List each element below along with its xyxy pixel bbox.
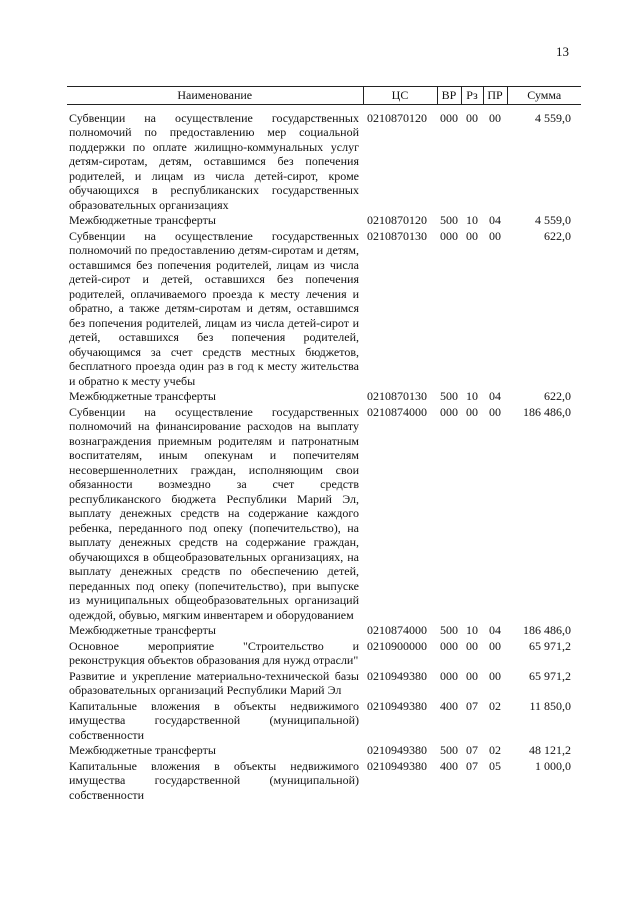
row-sum-cell: 1 000,0 bbox=[535, 758, 571, 773]
column-header-cs: ЦС bbox=[363, 87, 437, 105]
table-row bbox=[67, 698, 581, 743]
row-vr-cell: 000 bbox=[440, 668, 458, 683]
row-cs-cell: 0210870130 bbox=[367, 389, 427, 403]
row-cs-cell: 0210870130 bbox=[367, 228, 427, 243]
row-sum-cell: 65 971,2 bbox=[529, 638, 571, 653]
row-cs-cell: 0210870120 bbox=[367, 110, 427, 125]
row-rz-cell: 07 bbox=[466, 743, 478, 757]
row-sum-cell: 48 121,2 bbox=[529, 743, 571, 757]
budget-table bbox=[67, 86, 581, 802]
row-name-cell: Субвенции на осуществление государственных полномочий по предоставлению детям-сиротам и детям, оставшимся без попечения родителей, лицам из числа детей-сирот и детей, оставшихся без попечения родителей, оплачиваемого проезда к месту лечения и обратно, а также детям-сиротам и детям, оставшимся без попечения родителей, лицам из числа детей-сирот и детей, оставшихся без попечения родителей, обучающимся за счет средств местных бюджетов, бесплатного проезда один раз в год к месту жительства и обратно к месту учебы bbox=[69, 228, 359, 388]
table-row bbox=[67, 668, 581, 698]
column-header-vr: ВР bbox=[437, 87, 461, 105]
row-name-cell: Основное мероприятие "Строительство и реконструкция объектов образования для нужд отрасли" bbox=[69, 638, 359, 667]
row-sum-cell: 65 971,2 bbox=[529, 668, 571, 683]
row-name-cell: Развитие и укрепление материально-технической базы образовательных организаций Республики Марий Эл bbox=[69, 668, 359, 697]
table-row bbox=[67, 742, 581, 758]
table-row bbox=[67, 388, 581, 404]
row-vr-cell: 000 bbox=[440, 110, 458, 125]
row-rz-cell: 00 bbox=[466, 668, 478, 683]
row-vr-cell: 500 bbox=[440, 389, 458, 403]
row-pr-cell: 02 bbox=[489, 743, 501, 757]
table-row bbox=[67, 212, 581, 228]
row-vr-cell: 500 bbox=[440, 213, 458, 227]
row-name-cell: Межбюджетные трансферты bbox=[69, 213, 216, 227]
row-pr-cell: 04 bbox=[489, 213, 501, 227]
row-name-cell: Межбюджетные трансферты bbox=[69, 743, 216, 757]
table-header-row bbox=[67, 87, 581, 105]
row-name-cell: Субвенции на осуществление государственных полномочий на финансирование расходов на выплату вознаграждения приемным родителям и патронатным воспитателям, иным опекунам и попечителям несовершеннолетних граждан, исполняющим свои обязанности возмездно за счет средств республиканского бюджета Республики Марий Эл, выплату денежных средств на содержание каждого ребенка, переданного под опеку (попечительство), на выплату денежных средств на содержание граждан, обучающихся в общеобразовательных организациях, на выплату денежных средств по обеспечению детей, переданных под опеку (попечительство), при выпуске из муниципальных общеобразовательных организаций одеждой, обувью, мягким инвентарем и оборудованием bbox=[69, 404, 359, 622]
row-vr-cell: 400 bbox=[440, 698, 458, 713]
row-name-cell: Межбюджетные трансферты bbox=[69, 623, 216, 637]
row-rz-cell: 07 bbox=[466, 698, 478, 713]
row-rz-cell: 00 bbox=[466, 228, 478, 243]
row-pr-cell: 00 bbox=[489, 404, 501, 419]
row-pr-cell: 00 bbox=[489, 228, 501, 243]
row-rz-cell: 00 bbox=[466, 638, 478, 653]
row-pr-cell: 04 bbox=[489, 389, 501, 403]
row-rz-cell: 00 bbox=[466, 110, 478, 125]
row-pr-cell: 04 bbox=[489, 623, 501, 637]
table-body bbox=[67, 104, 581, 802]
table-row bbox=[67, 228, 581, 389]
row-sum-cell: 11 850,0 bbox=[529, 698, 571, 713]
column-header-name: Наименование bbox=[67, 87, 363, 105]
row-pr-cell: 00 bbox=[489, 110, 501, 125]
row-name-cell: Субвенции на осуществление государственных полномочий по предоставлению мер социальной поддержки по оплате жилищно-коммунальных услуг детям-сиротам, детям, оставшимся без попечения родителей, и лицам из числа детей-сирот, кроме обучающихся в республиканских государственных образовательных организациях bbox=[69, 110, 359, 212]
row-sum-cell: 622,0 bbox=[544, 228, 571, 243]
row-rz-cell: 10 bbox=[466, 389, 478, 403]
table-row bbox=[67, 104, 581, 212]
row-name-cell: Капитальные вложения в объекты недвижимого имущества государственной (муниципальной) собственности bbox=[69, 698, 359, 742]
row-pr-cell: 05 bbox=[489, 758, 501, 773]
row-sum-cell: 4 559,0 bbox=[535, 110, 571, 125]
row-sum-cell: 186 486,0 bbox=[523, 404, 571, 419]
row-cs-cell: 0210870120 bbox=[367, 213, 427, 227]
row-cs-cell: 0210874000 bbox=[367, 404, 427, 419]
row-cs-cell: 0210949380 bbox=[367, 668, 427, 683]
column-header-sum: Сумма bbox=[507, 87, 581, 105]
row-sum-cell: 186 486,0 bbox=[523, 623, 571, 637]
table-row bbox=[67, 622, 581, 638]
row-pr-cell: 02 bbox=[489, 698, 501, 713]
table-row bbox=[67, 404, 581, 623]
row-name-cell: Межбюджетные трансферты bbox=[69, 389, 216, 403]
row-pr-cell: 00 bbox=[489, 668, 501, 683]
row-vr-cell: 400 bbox=[440, 758, 458, 773]
row-pr-cell: 00 bbox=[489, 638, 501, 653]
row-vr-cell: 000 bbox=[440, 228, 458, 243]
table-row bbox=[67, 758, 581, 803]
row-rz-cell: 07 bbox=[466, 758, 478, 773]
row-cs-cell: 0210874000 bbox=[367, 623, 427, 637]
row-sum-cell: 4 559,0 bbox=[535, 213, 571, 227]
row-name-cell: Капитальные вложения в объекты недвижимого имущества государственной (муниципальной) собственности bbox=[69, 758, 359, 802]
page-number: 13 bbox=[556, 44, 569, 59]
row-vr-cell: 500 bbox=[440, 743, 458, 757]
row-cs-cell: 0210949380 bbox=[367, 698, 427, 713]
row-cs-cell: 0210949380 bbox=[367, 758, 427, 773]
row-cs-cell: 0210900000 bbox=[367, 638, 427, 653]
row-rz-cell: 00 bbox=[466, 404, 478, 419]
row-cs-cell: 0210949380 bbox=[367, 743, 427, 757]
row-vr-cell: 000 bbox=[440, 638, 458, 653]
row-rz-cell: 10 bbox=[466, 213, 478, 227]
table-row bbox=[67, 638, 581, 668]
row-rz-cell: 10 bbox=[466, 623, 478, 637]
column-header-rz: Рз bbox=[461, 87, 483, 105]
row-vr-cell: 000 bbox=[440, 404, 458, 419]
row-vr-cell: 500 bbox=[440, 623, 458, 637]
row-sum-cell: 622,0 bbox=[544, 389, 571, 403]
column-header-pr: ПР bbox=[483, 87, 507, 105]
